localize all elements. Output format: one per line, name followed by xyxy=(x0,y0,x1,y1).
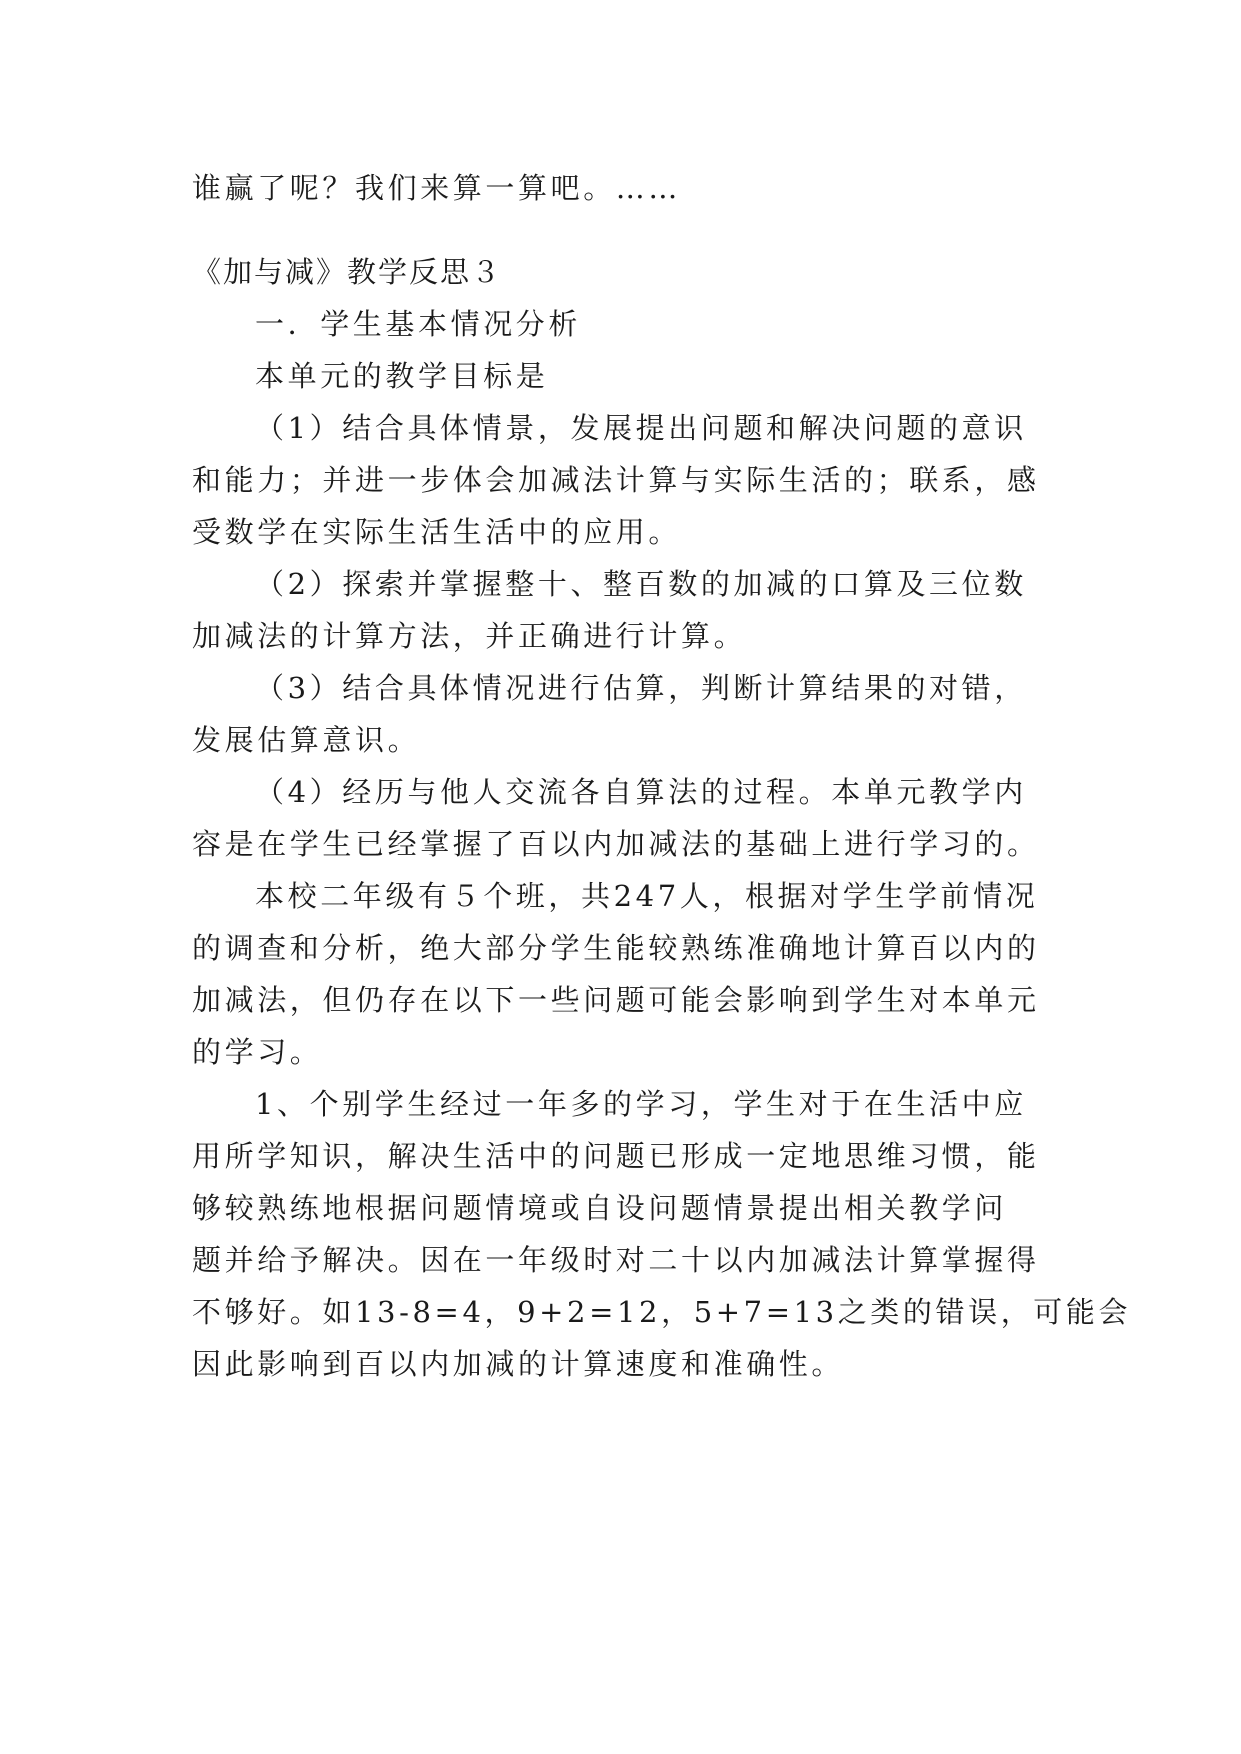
text-line: 加减法，但仍存在以下一些问题可能会影响到学生对本单元 xyxy=(192,983,1040,1017)
text-line-goal-3: （3）结合具体情况进行估算，判断计算结果的对错， xyxy=(255,671,1027,705)
text-line-goal-1: （1）结合具体情景，发展提出问题和解决问题的意识 xyxy=(255,411,1027,445)
text-line: 发展估算意识。 xyxy=(192,723,421,757)
section-title: 《加与减》教学反思３ xyxy=(192,255,503,289)
text-line: 题并给予解决。因在一年级时对二十以内加减法计算掌握得 xyxy=(192,1243,1040,1277)
section-heading: 一．学生基本情况分析 xyxy=(255,307,582,341)
text-line: 用所学知识，解决生活中的问题已形成一定地思维习惯，能 xyxy=(192,1139,1040,1173)
text-line: 加减法的计算方法，并正确进行计算。 xyxy=(192,619,747,653)
text-line: 因此影响到百以内加减的计算速度和准确性。 xyxy=(192,1347,845,1381)
text-line: 和能力；并进一步体会加减法计算与实际生活的；联系，感 xyxy=(192,463,1040,497)
text-line-goal-4: （4）经历与他人交流各自算法的过程。本单元教学内 xyxy=(255,775,1027,809)
text-line: 容是在学生已经掌握了百以内加减法的基础上进行学习的。 xyxy=(192,827,1040,861)
text-line: 不够好。如13-8=4，9+2=12，5+7=13之类的错误，可能会 xyxy=(192,1295,1132,1329)
text-line: 的学习。 xyxy=(192,1035,323,1069)
text-line: 受数学在实际生活生活中的应用。 xyxy=(192,515,682,549)
text-line-continuation: 谁赢了呢？我们来算一算吧。…… xyxy=(192,171,682,205)
text-line-problem-1: 1、个别学生经过一年多的学习，学生对于在生活中应 xyxy=(255,1087,1027,1121)
text-line: 的调查和分析，绝大部分学生能较熟练准确地计算百以内的 xyxy=(192,931,1040,965)
text-line-goal-2: （2）探索并掌握整十、整百数的加减的口算及三位数 xyxy=(255,567,1027,601)
text-line: 本校二年级有５个班，共247人，根据对学生学前情况 xyxy=(255,879,1039,913)
text-line: 本单元的教学目标是 xyxy=(255,359,549,393)
text-line: 够较熟练地根据问题情境或自设问题情景提出相关教学问 xyxy=(192,1191,1008,1225)
